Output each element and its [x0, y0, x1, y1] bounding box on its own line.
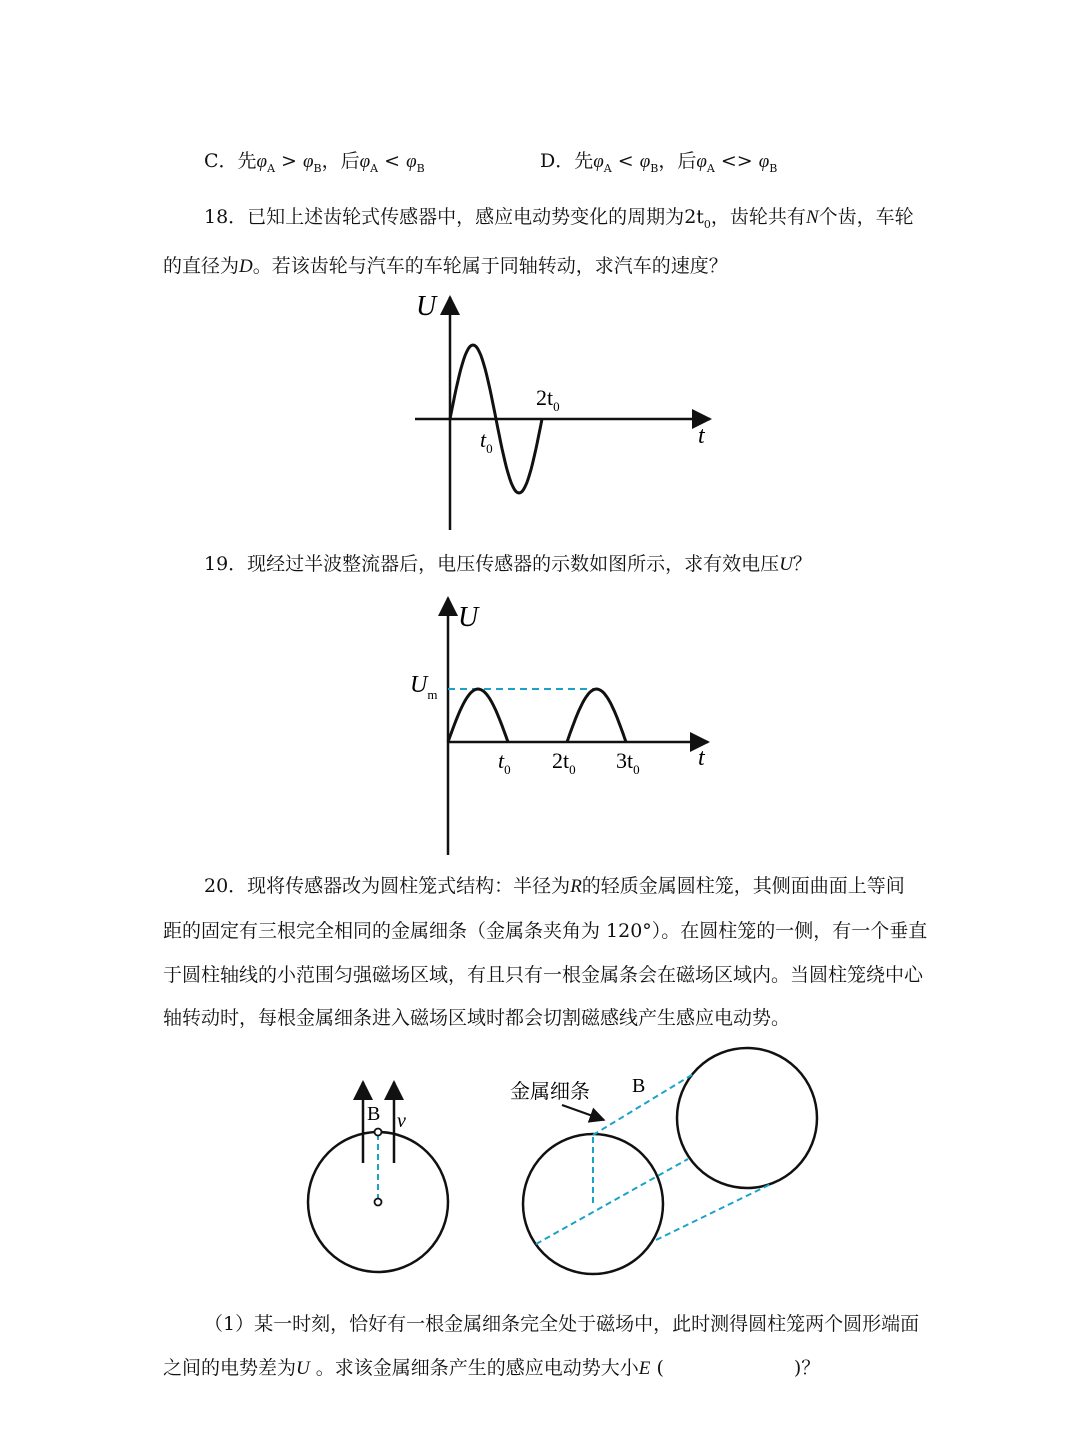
option-c-label: C．先 [204, 150, 257, 172]
option-d: D．先$\varphi_A < \varphi_B$，后$\varphi_A <> \varphi_B$ [540, 150, 778, 175]
tick-t0: $t_0$ [498, 748, 511, 777]
x-axis-label: t [698, 745, 705, 771]
question-18-line1: 18．已知上述齿轮式传感器中，感应电动势变化的周期为$2t_0$，齿轮共有N个齿，车轮 [204, 206, 914, 231]
cylinder-back-circle [677, 1048, 817, 1188]
half-wave-pulse-2 [567, 689, 626, 742]
question-20-line4: 轴转动时，每根金属细条进入磁场区域时都会切割磁感线产生感应电动势。 [163, 1007, 791, 1029]
y-axis-label: U [416, 291, 437, 322]
tick-3t0: $3t_0$ [616, 748, 640, 777]
question-20-1-line1: （1）某一时刻，恰好有一根金属细条完全处于磁场中，此时测得圆柱笼两个圆形端面 [204, 1313, 920, 1335]
strip-point [375, 1129, 382, 1136]
graph-sine-wave [400, 285, 730, 535]
option-c: C．先$\varphi_A > \varphi_B$，后$\varphi_A < \varphi_B$ [204, 150, 425, 175]
tick-2t0: $2t_0$ [536, 385, 560, 414]
cylinder-edge-bottom [656, 1184, 771, 1240]
question-18-line2: 的直径为D。若该齿轮与汽车的车轮属于同轴转动，求汽车的速度？ [163, 255, 728, 277]
label-B-right: B [632, 1075, 646, 1097]
figure-cylinder-cage [290, 1040, 840, 1280]
question-20-line2: 距的固定有三根完全相同的金属细条（金属条夹角为 120°）。在圆柱笼的一侧，有一个垂直 [163, 920, 928, 942]
option-d-label: D．先 [540, 150, 594, 172]
graph-half-wave [400, 590, 730, 860]
strip-pointer-arrow [562, 1105, 604, 1120]
tick-t0: $t_0$ [480, 427, 493, 456]
x-axis-label: t [698, 423, 705, 449]
question-20-1-line2: 之间的电势差为U 。求该金属细条产生的感应电动势大小E ( )？ [163, 1357, 821, 1379]
tick-um: $U_m$ [410, 672, 438, 702]
tick-2t0: $2t_0$ [552, 748, 576, 777]
center-point [375, 1199, 382, 1206]
label-v: v [397, 1110, 406, 1132]
half-wave-pulse-1 [448, 689, 508, 742]
cylinder-diagonal [536, 1159, 688, 1244]
label-strip: 金属细条 [510, 1081, 590, 1103]
question-20-line3: 于圆柱轴线的小范围匀强磁场区域，有且只有一根金属条会在磁场区域内。当圆柱笼绕中心 [163, 964, 924, 986]
y-axis-label: U [458, 602, 479, 633]
label-B-left: B [367, 1103, 381, 1125]
question-19: 19．现经过半波整流器后，电压传感器的示数如图所示，求有效电压U？ [204, 553, 812, 575]
question-20-line1: 20．现将传感器改为圆柱笼式结构：半径为R的轻质金属圆柱笼，其侧面曲面上等间 [204, 875, 905, 897]
